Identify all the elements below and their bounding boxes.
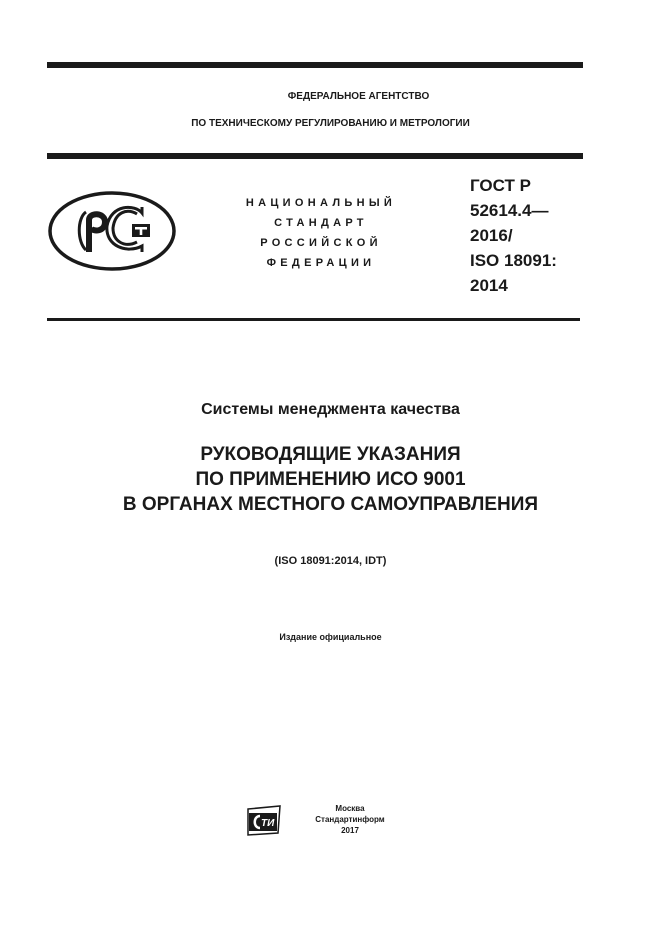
national-standard-line: ФЕДЕРАЦИИ (266, 257, 376, 269)
identity-designation: (ISO 18091:2014, IDT) (274, 555, 387, 567)
gost-r-pct-emblem-icon (47, 190, 177, 272)
publication-year: 2017 (341, 826, 359, 835)
national-standard-label (222, 193, 420, 273)
national-standard-line: СТАНДАРТ (274, 217, 368, 229)
publisher-name: Стандартинформ (315, 815, 385, 824)
title-line: РУКОВОДЯЩИЕ УКАЗАНИЯ (200, 444, 461, 465)
svg-text:ТИ: ТИ (261, 818, 275, 829)
publisher-imprint (310, 803, 390, 836)
agency-name-line-2: ПО ТЕХНИЧЕСКОМУ РЕГУЛИРОВАНИЮ И МЕТРОЛОГИИ (191, 118, 470, 129)
title-line: В ОРГАНАХ МЕСТНОГО САМОУПРАВЛЕНИЯ (122, 494, 539, 515)
document-title (0, 442, 661, 517)
edition-label: Издание официальное (279, 632, 382, 642)
national-standard-line: НАЦИОНАЛЬНЫЙ (245, 197, 397, 209)
publisher-city: Москва (335, 804, 365, 813)
title-line: ПО ПРИМЕНЕНИЮ ИСО 9001 (195, 469, 466, 490)
designation-line: 2014 (470, 276, 508, 295)
top-rule (47, 62, 583, 68)
designation-line: ГОСТ Р (470, 176, 531, 195)
national-standard-line: РОССИЙСКОЙ (260, 237, 382, 249)
standartinform-logo-icon (246, 805, 286, 837)
designation-line: 2016/ (470, 226, 513, 245)
middle-rule (47, 153, 583, 159)
standard-designation (470, 173, 557, 298)
designation-line: ISO 18091: (470, 251, 557, 270)
agency-name-line-1: ФЕДЕРАЛЬНОЕ АГЕНТСТВО (287, 91, 430, 102)
document-subtitle: Системы менеджмента качества (201, 401, 460, 418)
bottom-rule (47, 318, 580, 321)
designation-line: 52614.4— (470, 201, 549, 220)
